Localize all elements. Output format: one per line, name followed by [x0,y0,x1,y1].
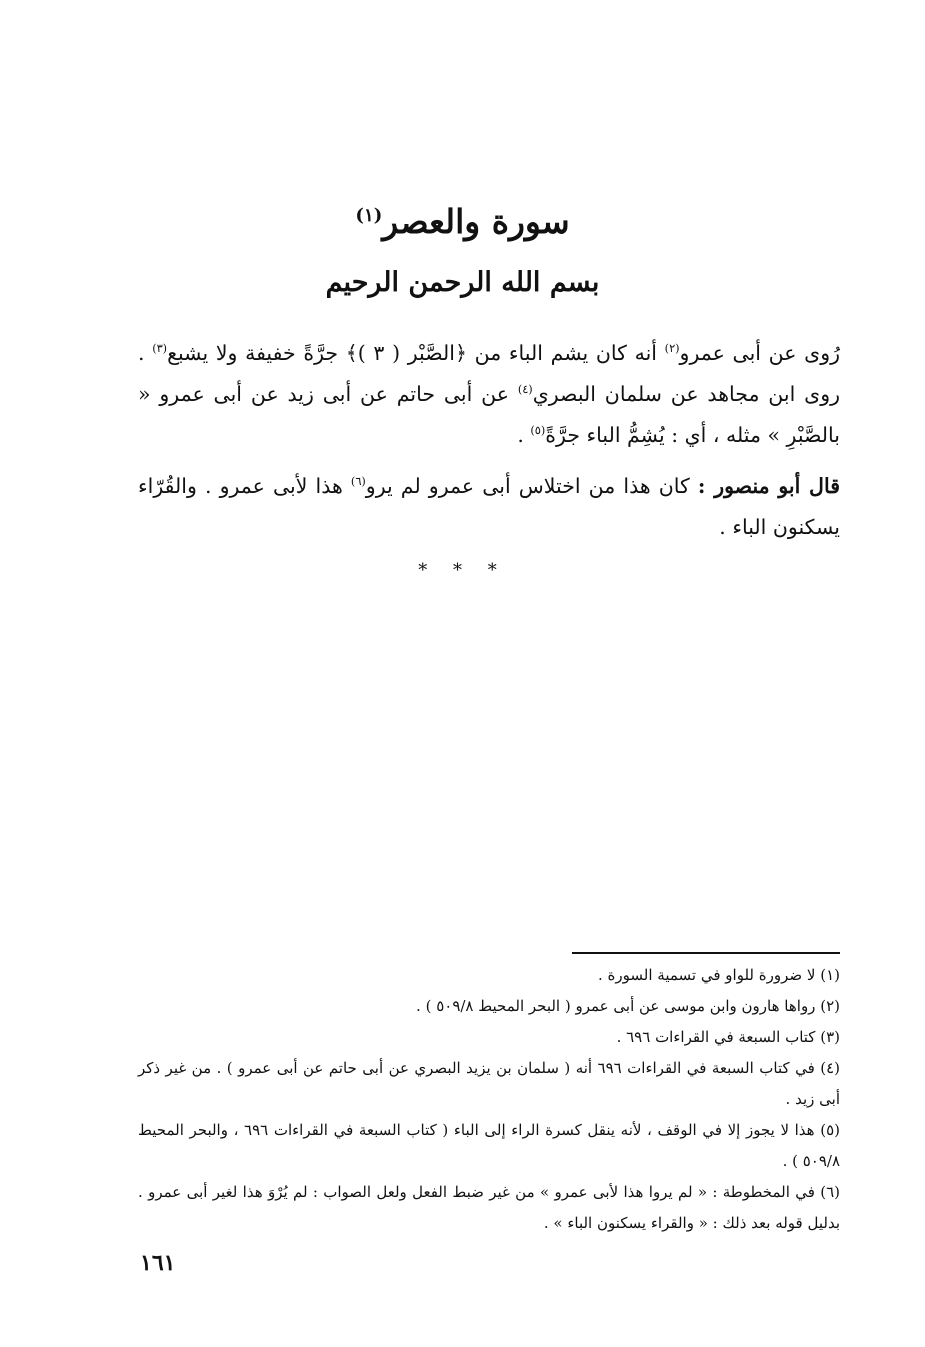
surah-title-text: سورة والعصر [382,202,570,241]
basmala: بسم الله الرحمن الرحيم [325,267,600,298]
footnote-ref-5: (٥) [530,424,546,438]
footnote-text: هذا لا يجوز إلا في الوقف ، لأنه ينقل كسرة الراء إلى الباء ( كتاب السبعة في القراءات ٦٩٦ ، والبحر المحيط ٥٠٩/٨ ) . [138,1121,840,1170]
footnote-text: في كتاب السبعة في القراءات ٦٩٦ أنه ( سلمان بن يزيد البصري عن أبى حاتم عن أبى عمرو ) . من غير ذكر أبى زيد . [138,1059,840,1108]
section-separator: * * * [418,560,507,581]
paragraph-1 [138,333,840,456]
page-number: ١٦١ [140,1250,176,1276]
footnote-ref-1: (١) [355,205,383,226]
paragraph-1-text-d: عن أبى حاتم عن أبى زيد عن أبى عمرو « بالصَّبْرِ » مثله ، أي : يُشِمُّ الباء جرَّةً [138,382,840,447]
footnote-2 [138,991,840,1022]
footnotes [138,960,840,1239]
footnote-number: (٥) [820,1121,840,1139]
paragraph-2-text-a: كان هذا من اختلاس أبى عمرو لم يرو [365,474,698,498]
paragraph-1-text-a: رُوى عن أبى عمرو [679,341,841,365]
footnote-number: (١) [820,966,840,984]
paragraph-2-speaker: قال أبو منصور : [697,474,840,498]
footnote-ref-4: (٤) [517,383,533,397]
paragraph-1-text-c: . روى ابن مجاهد عن سلمان البصري [138,341,840,406]
footnote-number: (٢) [820,997,840,1015]
paragraph-1-text-b: أنه كان يشم الباء من ﴿الصَّبْر ( ٣ )﴾ جرَّةً خفيفة ولا يشبع [167,341,665,365]
footnote-number: (٣) [820,1028,840,1046]
footnote-4 [138,1053,840,1115]
footnote-text: رواها هارون وابن موسى عن أبى عمرو ( البحر المحيط ٥٠٩/٨ ) . [416,997,816,1015]
footnote-1 [138,960,840,991]
footnote-number: (٦) [820,1183,840,1201]
footnote-ref-6: (٦) [350,475,366,489]
paragraph-2-text-b: هذا لأبى عمرو . والقُرّاء يسكنون الباء . [138,474,840,539]
footnote-6 [138,1177,840,1239]
footnote-text: لا ضرورة للواو في تسمية السورة . [598,966,816,984]
footnote-3 [138,1022,840,1053]
footnote-text: في المخطوطة : « لم يروا هذا لأبى عمرو » من غير ضبط الفعل ولعل الصواب : لم يُرْوَ هذا لغير أبى عمرو . بدليل قوله بعد ذلك : « والقراء يسكنون الباء » . [138,1183,840,1232]
footnote-divider [572,952,840,954]
footnote-ref-2: (٢) [664,342,680,356]
footnote-text: كتاب السبعة في القراءات ٦٩٦ . [616,1028,816,1046]
footnote-5 [138,1115,840,1177]
paragraph-1-text-e: . [517,423,531,447]
footnote-number: (٤) [820,1059,840,1077]
footnote-ref-3: (٣) [152,342,168,356]
paragraph-2 [138,466,840,548]
surah-title [0,196,925,248]
